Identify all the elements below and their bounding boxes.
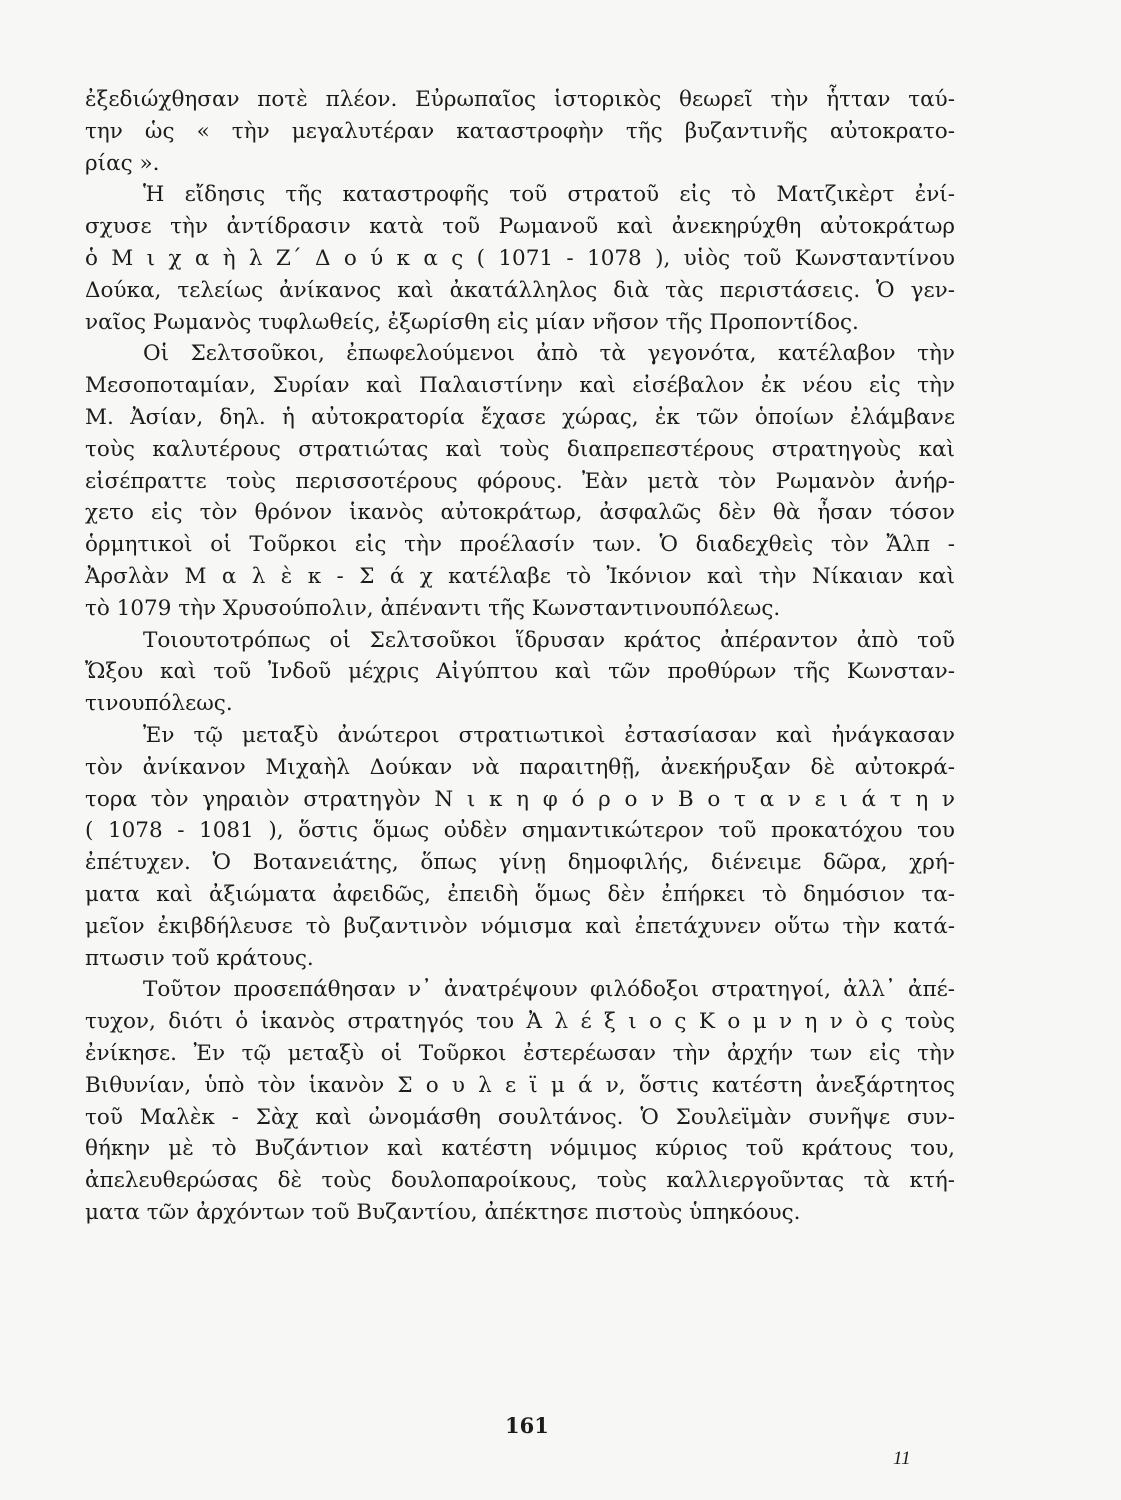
text-line: την ὡς « τὴν μεγαλυτέραν καταστροφὴν τῆς βυζαντινῆς αὐτοκρατο- xyxy=(85,118,955,144)
signature-mark: 11 xyxy=(893,1448,911,1469)
text-line: ρίας ». xyxy=(85,150,160,176)
text-line: Βιθυνίαν, ὑπὸ τὸν ἱκανὸν Σ ο υ λ ε ϊ μ ά ν, ὅστις κατέστη ἀνεξάρτητος xyxy=(85,1072,955,1098)
text-line: εἰσέπραττε τοὺς περισσοτέρους φόρους. Ἐὰν μετὰ τὸν Ρωμανὸν ἀνήρ- xyxy=(85,468,955,494)
text-line: ἐνίκησε. Ἐν τῷ μεταξὺ οἱ Τοῦρκοι ἐστερέωσαν τὴν ἀρχήν των εἰς τὴν xyxy=(85,1040,955,1066)
text-line: Μ. Ἀσίαν, δηλ. ἡ αὐτοκρατορία ἔχασε χώρας, ἐκ τῶν ὁποίων ἐλάμβανε xyxy=(85,404,955,430)
text-line: χετο εἰς τὸν θρόνον ἱκανὸς αὐτοκράτωρ, ἀσφαλῶς δὲν θὰ ἦσαν τόσον xyxy=(85,500,955,526)
text-line: τὸ 1079 τὴν Χρυσούπολιν, ἀπέναντι τῆς Κωνσταντινουπόλεως. xyxy=(85,595,781,621)
text-line: ὁ Μ ι χ α ὴ λ Ζ΄ Δ ο ύ κ α ς ( 1071 - 1078 ), υἱὸς τοῦ Κωνσταντίνου xyxy=(85,245,955,271)
text-line: θήκην μὲ τὸ Βυζάντιον καὶ κατέστη νόμιμος κύριος τοῦ κράτους του, xyxy=(85,1136,955,1162)
text-line: τινουπόλεως. xyxy=(85,691,233,717)
text-line: Τοῦτον προσεπάθησαν ν᾽ ἀνατρέψουν φιλόδοξοι στρατηγοί, ἀλλ᾽ ἀπέ- xyxy=(143,977,955,1003)
text-line: ( 1078 - 1081 ), ὅστις ὅμως οὐδὲν σημαντικώτερον τοῦ προκατόχου του xyxy=(85,818,955,844)
text-line: Οἱ Σελτσοῦκοι, ἐπωφελούμενοι ἀπὸ τὰ γεγονότα, κατέλαβον τὴν xyxy=(143,341,955,367)
text-line: Ἀρσλὰν Μ α λ ὲ κ - Σ ά χ κατέλαβε τὸ Ἰκόνιον καὶ τὴν Νίκαιαν καὶ xyxy=(85,563,955,589)
text-line: Μεσοποταμίαν, Συρίαν καὶ Παλαιστίνην καὶ εἰσέβαλον ἐκ νέου εἰς τὴν xyxy=(85,373,955,399)
text-line: σχυσε τὴν ἀντίδρασιν κατὰ τοῦ Ρωμανοῦ καὶ ἀνεκηρύχθη αὐτοκράτωρ xyxy=(85,214,955,240)
text-line: ναῖος Ρωμανὸς τυφλωθείς, ἐξωρίσθη εἰς μίαν νῆσον τῆς Προποντίδος. xyxy=(85,309,859,335)
text-line: ματα τῶν ἀρχόντων τοῦ Βυζαντίου, ἀπέκτησε πιστοὺς ὑπηκόους. xyxy=(85,1199,801,1225)
text-line: Τοιουτοτρόπως οἱ Σελτσοῦκοι ἵδρυσαν κράτος ἀπέραντον ἀπὸ τοῦ xyxy=(143,627,955,653)
text-line: ὁρμητικοὶ οἱ Τοῦρκοι εἰς τὴν προέλασίν των. Ὁ διαδεχθεὶς τὸν Ἄλπ - xyxy=(85,532,955,558)
page-number: 161 xyxy=(505,1413,549,1438)
text-line: ἐξεδιώχθησαν ποτὲ πλέον. Εὐρωπαῖος ἱστορικὸς θεωρεῖ τὴν ἧτταν ταύ- xyxy=(85,87,955,112)
text-line: ματα καὶ ἀξιώματα ἀφειδῶς, ἐπειδὴ ὅμως δὲν ἐπήρκει τὸ δημόσιον τα- xyxy=(85,881,955,907)
text-line: τορα τὸν γηραιὸν στρατηγὸν Ν ι κ η φ ό ρ ο ν Β ο τ α ν ε ι ά τ η ν xyxy=(85,786,955,812)
text-line: Ἡ εἴδησις τῆς καταστροφῆς τοῦ στρατοῦ εἰς τὸ Ματζικὲρτ ἐνί- xyxy=(143,182,955,208)
text-line: τὸν ἀνίκανον Μιχαὴλ Δούκαν νὰ παραιτηθῇ, ἀνεκήρυξαν δὲ αὐτοκρά- xyxy=(85,754,955,780)
text-line: τοῦ Μαλὲκ - Σὰχ καὶ ὠνομάσθη σουλτάνος. Ὁ Σουλεϊμὰν συνῆψε συν- xyxy=(85,1104,955,1130)
text-line: Ἐν τῷ μεταξὺ ἀνώτεροι στρατιωτικοὶ ἐστασίασαν καὶ ἠνάγκασαν xyxy=(143,722,955,748)
text-line: ἀπελευθερώσας δὲ τοὺς δουλοπαροίκους, τοὺς καλλιεργοῦντας τὰ κτή- xyxy=(85,1168,955,1194)
text-line: μεῖον ἐκιβδήλευσε τὸ βυζαντινὸν νόμισμα καὶ ἐπετάχυνεν οὕτω τὴν κατά- xyxy=(85,913,955,939)
text-line: πτωσιν τοῦ κράτους. xyxy=(85,945,314,971)
text-line: τυχον, διότι ὁ ἱκανὸς στρατηγός του Ἀ λ έ ξ ι ο ς Κ ο μ ν η ν ὸ ς τοὺς xyxy=(85,1009,955,1035)
text-body xyxy=(85,84,955,1229)
text-line: Ὤξου καὶ τοῦ Ἰνδοῦ μέχρις Αἰγύπτου καὶ τῶν προθύρων τῆς Κωνσταν- xyxy=(85,659,955,685)
text-line: τοὺς καλυτέρους στρατιώτας καὶ τοὺς διαπρεπεστέρους στρατηγοὺς καὶ xyxy=(85,436,955,462)
text-line: ἐπέτυχεν. Ὁ Βοτανειάτης, ὅπως γίνῃ δημοφιλής, διένειμε δῶρα, χρή- xyxy=(85,850,955,876)
text-line: Δούκα, τελείως ἀνίκανος καὶ ἀκατάλληλος διὰ τὰς περιστάσεις. Ὁ γεν- xyxy=(85,277,955,303)
